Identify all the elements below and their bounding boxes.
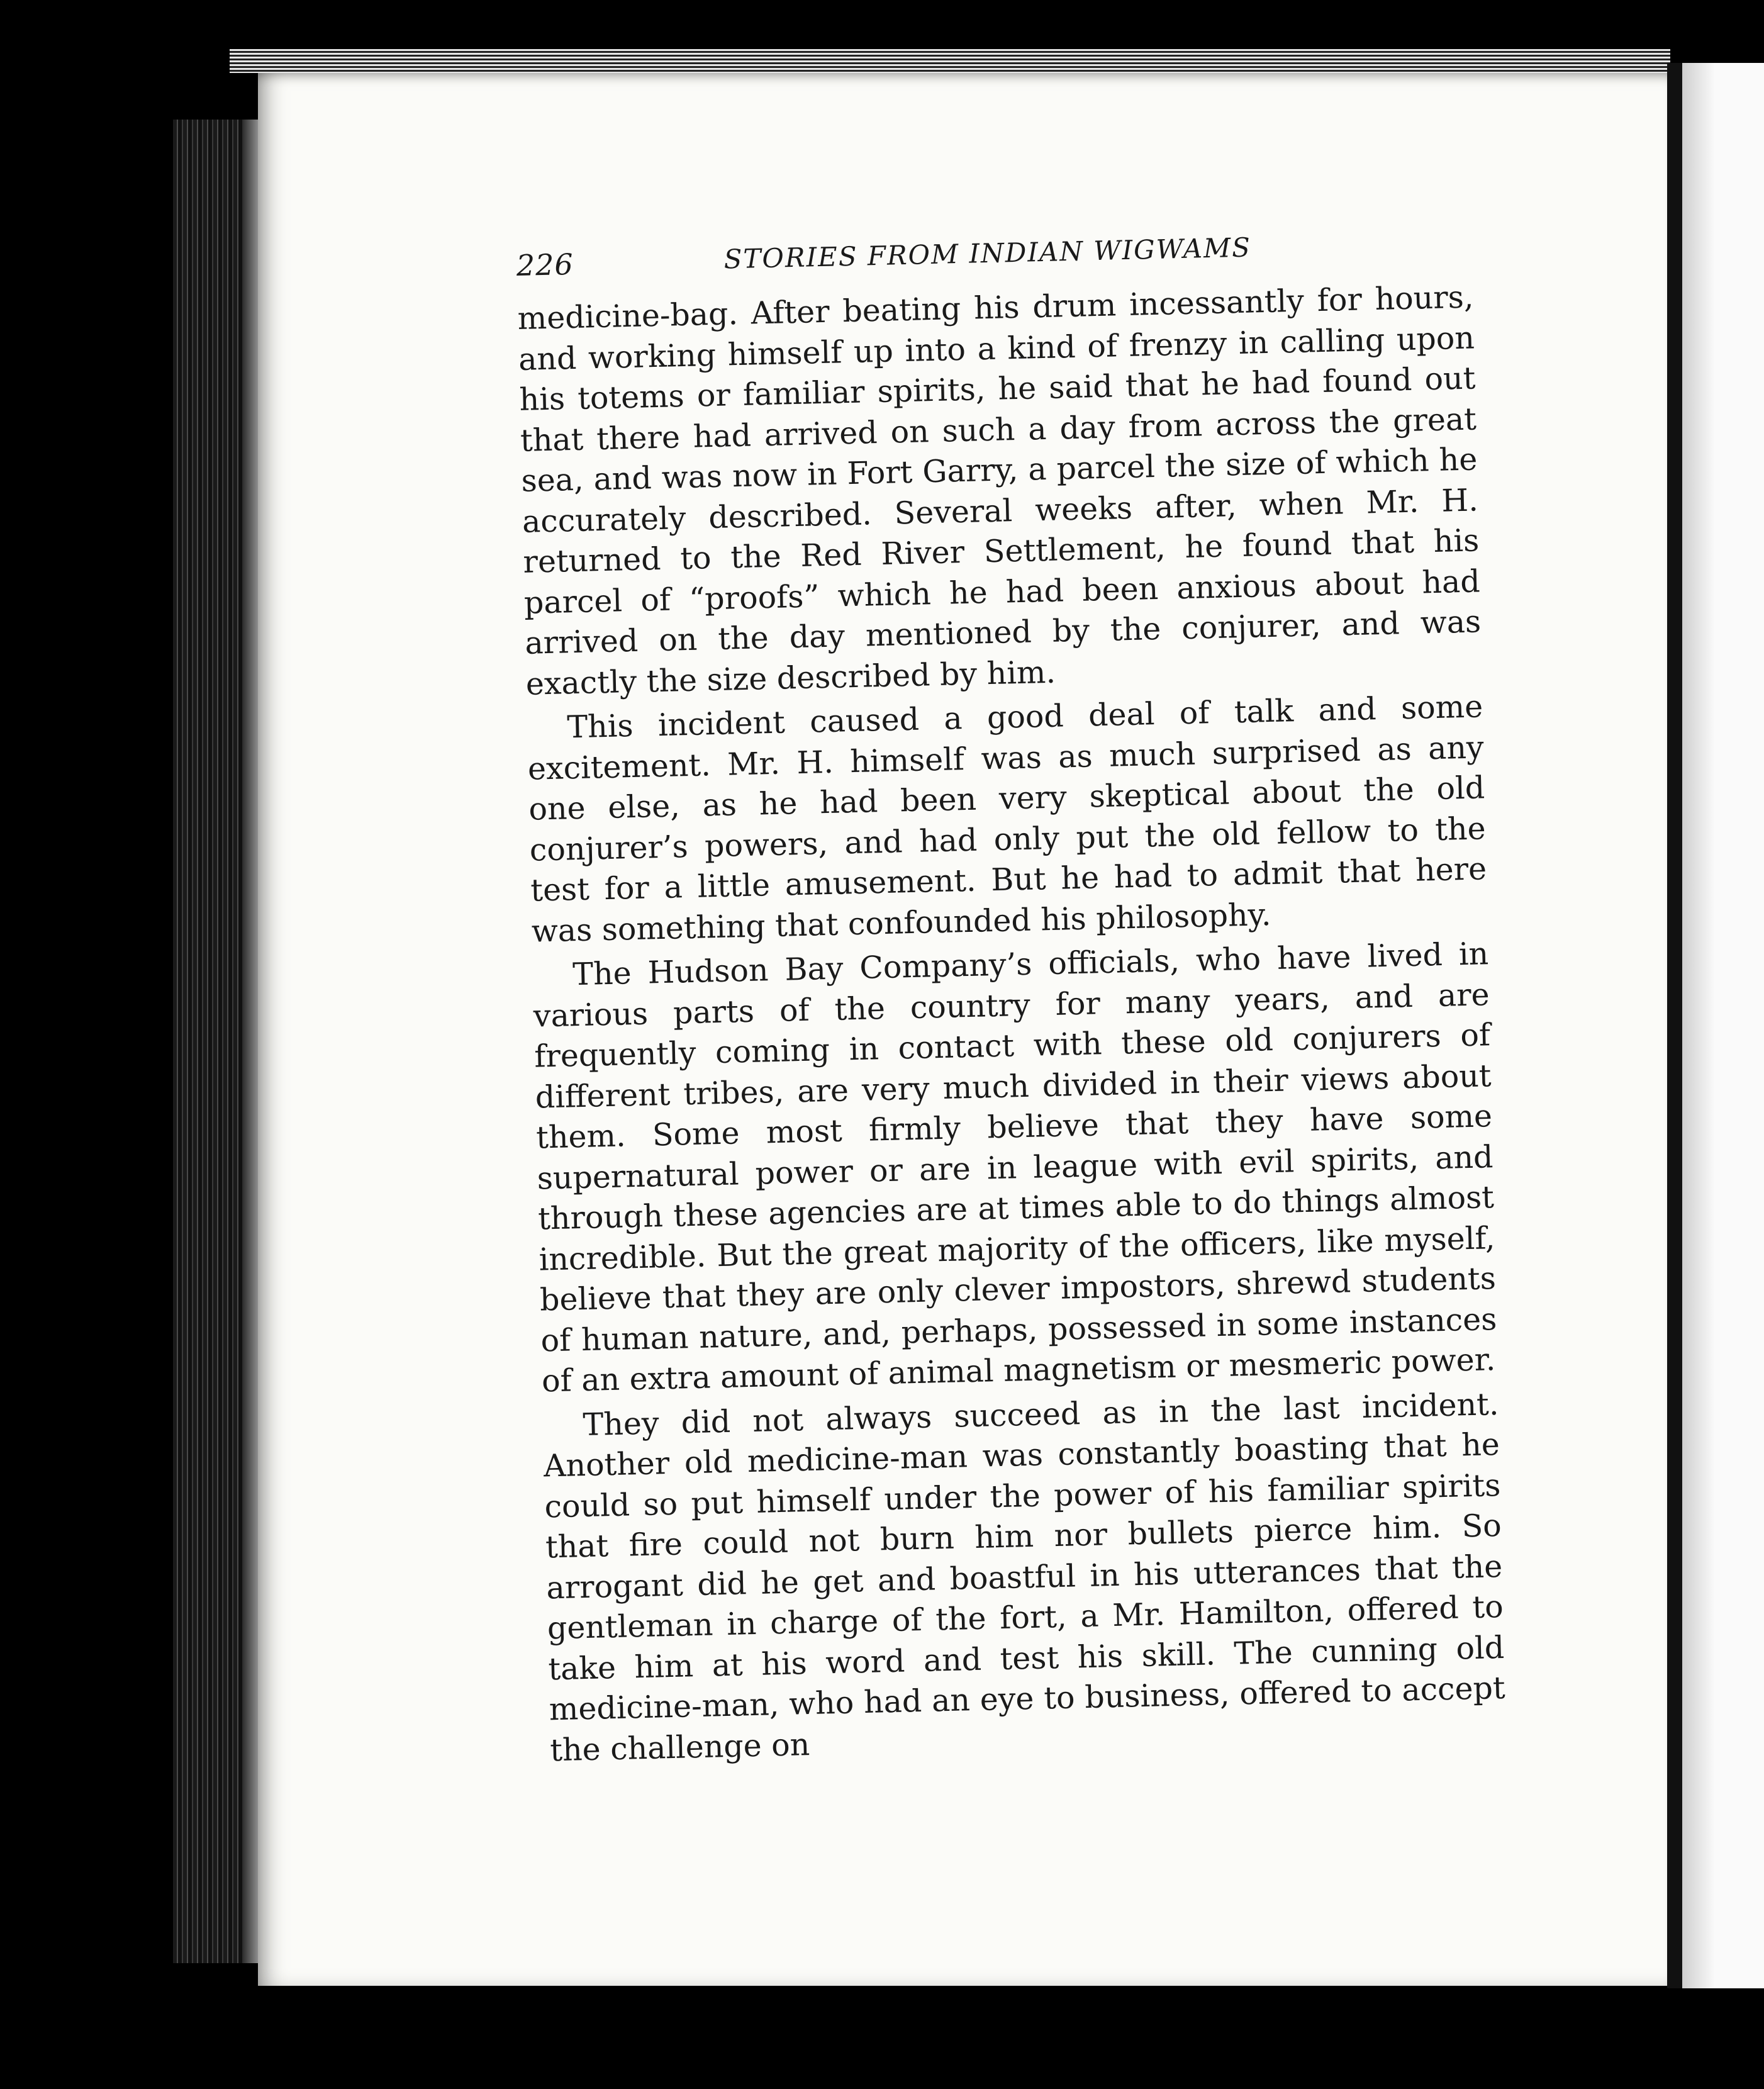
paragraph-continued: medicine-bag. After beating his drum incessantly for hours, and working himself up into a kind of frenzy in calling upon his totems or familiar spirits, he said that he had found out that there had arrived on such a day from across the great sea, and was now in Fort Garry, a parcel the size of which he accurately described. Several weeks after, when Mr. H. returned to the Red River Settlement, he found that his parcel of “proofs” which he had been anxious about had arrived on the day mentioned by the conjurer, and was exactly the size described by him. [517, 279, 1482, 702]
paragraph: The Hudson Bay Company’s officials, who have lived in various parts of the country for many years, and are frequently coming in contact with these old conjurers of different tribes, are very much divided in their views about them. Some most firmly believe that they have some supernatural power or are in league with evil spirits, and through these agencies are at times able to do things almost incredible. But the great majority of the officers, like myself, believe that they are only clever impostors, shrewd students of human nature, and, perhaps, possessed in some instances of an extra amount of animal magnetism or mesmeric power. [533, 936, 1497, 1399]
paragraph: This incident caused a good deal of talk and some excitement. Mr. H. himself was as much surprised as any one else, as he had been very skeptical about the old conjurer’s powers, and had only put the old fellow to the test for a little amusement. But he had to admit that here was something that confounded his philosophy. [527, 688, 1487, 949]
facing-page-edge [1682, 63, 1764, 1988]
book-top-edges [230, 49, 1670, 73]
book-page-edges [173, 120, 267, 1963]
book-gutter [1667, 63, 1682, 1988]
page-text-block [516, 221, 1507, 1771]
running-head-title: STORIES FROM INDIAN WIGWAMS [723, 232, 1252, 275]
page-number: 226 [516, 247, 574, 283]
paragraph: They did not always succeed as in the last incident. Another old medicine-man was constantly boasting that he could so put himself under the power of his familiar spirits that fire could not burn him nor bullets pierce him. So arrogant did he get and boastful in his utterances that the gentleman in charge of the fort, a Mr. Hamilton, offered to take him at his word and test his skill. The cunning old medicine-man, who had an eye to business, offered to accept the challenge on [543, 1386, 1506, 1768]
